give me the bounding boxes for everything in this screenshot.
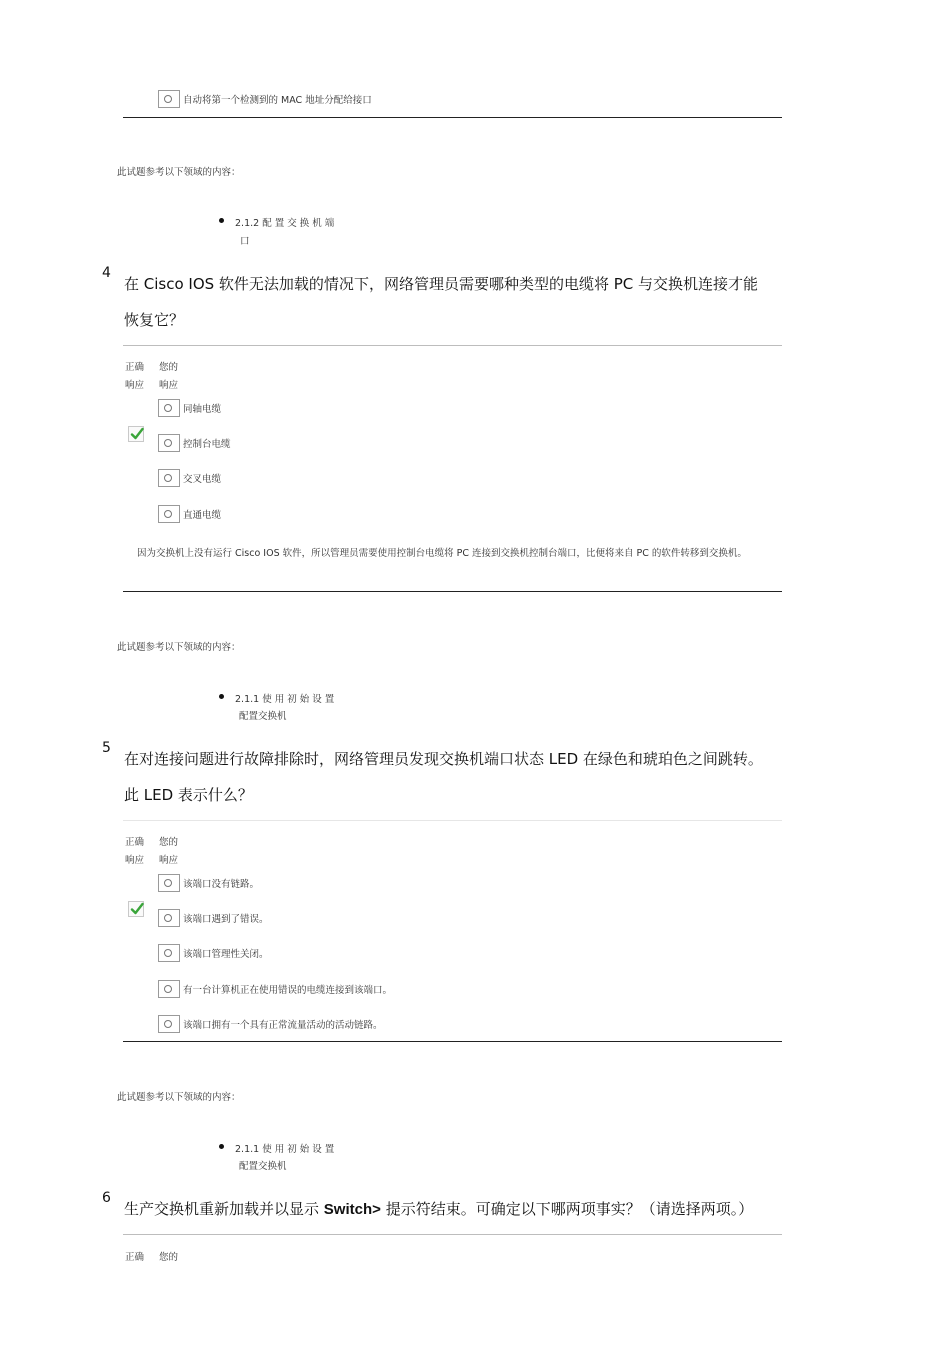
- question-number: 5: [102, 740, 111, 756]
- radio-button-icon[interactable]: [158, 980, 180, 998]
- column-header-correct: 响应: [125, 380, 145, 391]
- column-header-yours: 您的: [159, 362, 179, 373]
- column-header-correct: 正确: [125, 362, 145, 373]
- option-label: 控制台电缆: [183, 439, 231, 450]
- column-header-yours: 响应: [159, 380, 179, 391]
- divider: [123, 1041, 782, 1042]
- question-text: 在 Cisco IOS 软件无法加载的情况下，网络管理员需要哪种类型的电缆将 PC 与交换机连接才能: [124, 275, 758, 293]
- radio-button-icon[interactable]: [158, 505, 180, 523]
- radio-button-icon[interactable]: [158, 1015, 180, 1033]
- divider: [123, 820, 782, 821]
- option-label: 自动将第一个检测到的 MAC 地址分配给接口: [183, 95, 372, 106]
- question-text-part: 提示符结束。可确定以下哪两项事实？（请选择两项。）: [385, 1200, 754, 1218]
- reference-label: 此试题参考以下领域的内容：: [117, 642, 241, 653]
- reference-link-cont[interactable]: 口: [240, 236, 250, 247]
- reference-link[interactable]: 2.1.1 使 用 初 始 设 置: [235, 1144, 335, 1155]
- column-header-correct: 正确: [125, 1252, 145, 1263]
- option-label: 该端口没有链路。: [183, 879, 260, 890]
- option-label: 该端口管理性关闭。: [183, 949, 269, 960]
- radio-button-icon[interactable]: [158, 469, 180, 487]
- option-label: 该端口遇到了错误。: [183, 914, 269, 925]
- explanation: 因为交换机上没有运行 Cisco IOS 软件，所以管理员需要使用控制台电缆将 PC 连接到交换机控制台端口，比便将来自 PC 的软件转移到交换机。: [137, 548, 747, 559]
- radio-button-icon[interactable]: [158, 399, 180, 417]
- radio-button-icon[interactable]: [158, 434, 180, 452]
- radio-button-icon[interactable]: [158, 874, 180, 892]
- option-label: 同轴电缆: [183, 404, 222, 415]
- option-label: 直通电缆: [183, 510, 222, 521]
- divider: [123, 591, 782, 592]
- reference-label: 此试题参考以下领域的内容：: [117, 1092, 241, 1103]
- question-text-cont: 恢复它？: [124, 311, 185, 329]
- column-header-yours: 您的: [159, 1252, 179, 1263]
- reference-link-cont[interactable]: 配置交换机: [239, 711, 287, 722]
- radio-button-icon[interactable]: [158, 909, 180, 927]
- bullet-icon: [219, 218, 224, 223]
- question-text-part: 生产交换机重新加载并以显示: [124, 1200, 320, 1218]
- question-text-cont: 此 LED 表示什么？: [124, 786, 253, 804]
- reference-label: 此试题参考以下领域的内容：: [117, 167, 241, 178]
- divider: [123, 1234, 782, 1235]
- reference-link[interactable]: 2.1.2 配 置 交 换 机 端: [235, 218, 335, 229]
- option-label: 该端口拥有一个具有正常流量活动的活动链路。: [183, 1020, 383, 1031]
- question-number: 6: [102, 1190, 111, 1206]
- option-label: 交叉电缆: [183, 474, 222, 485]
- column-header-yours: 您的: [159, 837, 179, 848]
- divider: [123, 345, 782, 346]
- column-header-correct: 响应: [125, 855, 145, 866]
- radio-button-icon[interactable]: [158, 944, 180, 962]
- checkmark-icon: [128, 426, 144, 442]
- divider: [123, 117, 782, 118]
- question-text: 在对连接问题进行故障排除时，网络管理员发现交换机端口状态 LED 在绿色和琥珀色之间跳转。: [124, 750, 763, 768]
- reference-link[interactable]: 2.1.1 使 用 初 始 设 置: [235, 694, 335, 705]
- question-number: 4: [102, 265, 111, 281]
- bullet-icon: [219, 694, 224, 699]
- checkmark-icon: [128, 901, 144, 917]
- question-text: [124, 1198, 753, 1219]
- prompt-code: Switch>: [323, 1201, 381, 1218]
- option-label: 有一台计算机正在使用错误的电缆连接到该端口。: [183, 985, 393, 996]
- column-header-correct: 正确: [125, 837, 145, 848]
- radio-button-icon[interactable]: [158, 90, 180, 108]
- column-header-yours: 响应: [159, 855, 179, 866]
- reference-link-cont[interactable]: 配置交换机: [239, 1161, 287, 1172]
- bullet-icon: [219, 1144, 224, 1149]
